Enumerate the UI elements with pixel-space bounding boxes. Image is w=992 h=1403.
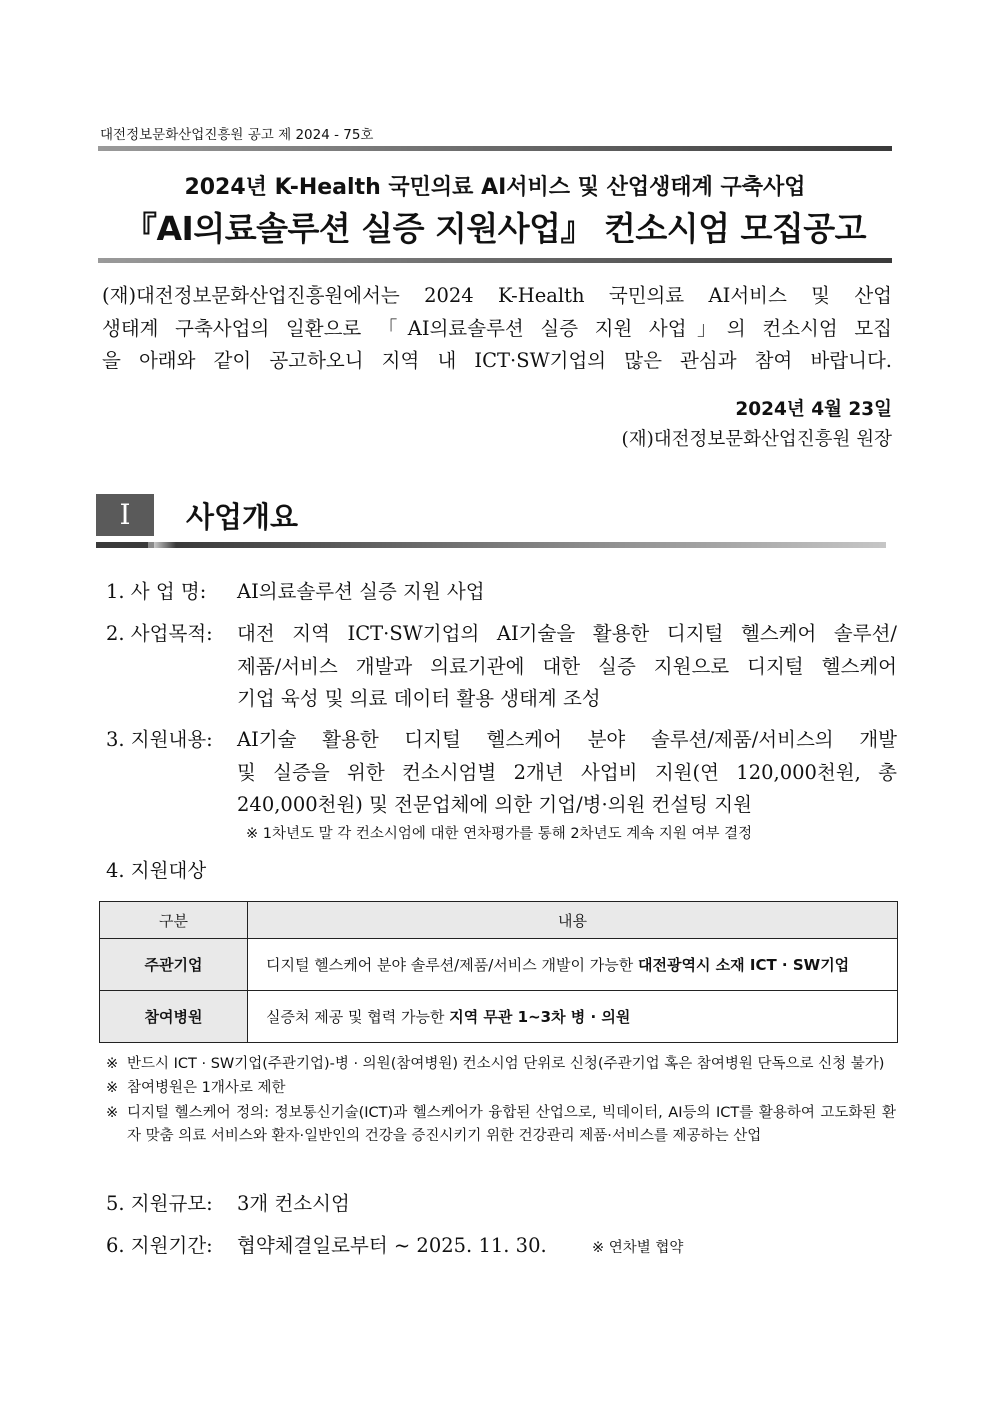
table-row-content (248, 939, 898, 991)
item-2-line-1: 대전 지역 ICT·SW기업의 AI기술을 활용한 디지털 헬스케어 솔루션/ (237, 622, 897, 645)
table-row-bold-text: 지역 무관 1~3차 병 · 의원 (449, 1008, 631, 1026)
table-row-bold-text: 대전광역시 소재 ICT · SW기업 (638, 956, 850, 974)
title-line-2: 『AI의료솔루션 실증 지원사업』 컨소시엄 모집공고 (124, 209, 866, 248)
section-title: 사업개요 (186, 500, 299, 534)
intro-line-2: 생태계 구축사업의 일환으로 「AI의료솔루션 실증 지원 사업」의 컨소시엄 모집 (102, 317, 892, 340)
item-3-line-3: 240,000천원) 및 전문업체에 의한 기업/병·의원 컨설팅 지원 (237, 793, 752, 816)
support-target-table (99, 901, 898, 1043)
item-5-text: 3개 컨소시엄 (237, 1192, 350, 1215)
section-number-box: I (96, 494, 154, 536)
footnote-mark: ※ (106, 1080, 119, 1096)
intro-line-3: 을 아래와 같이 공고하오니 지역 내 ICT·SW기업의 많은 관심과 참여 바랍니다. (102, 349, 892, 372)
item-4-label: 4. 지원대상 (106, 859, 207, 882)
item-6-note: ※ 연차별 협약 (592, 1240, 684, 1256)
table-row-text: 실증처 제공 및 협력 가능한 (266, 1008, 450, 1026)
footnote-text: 디지털 헬스케어 정의: 정보통신기술(ICT)과 헬스케어가 융합된 산업으로, 빅데이터, AI등의 ICT를 활용하여 고도화된 환자 맞춤 의료 서비스와 환자·일반인의 건강을 증진시키기 위한 건강관리 제품·서비스를 제공하는 산업 (127, 1105, 896, 1144)
table-row-text: 디지털 헬스케어 분야 솔루션/제품/서비스 개발이 가능한 (266, 956, 638, 974)
intro-line-1: (재)대전정보문화산업진흥원에서는 2024 K-Health 국민의료 AI서비스 및 산업 (102, 284, 892, 307)
section-rule (96, 542, 886, 548)
item-5-label: 5. 지원규모: (106, 1192, 213, 1215)
title-line-1: 2024년 K-Health 국민의료 AI서비스 및 산업생태계 구축사업 (184, 175, 806, 200)
table-row-content (248, 991, 898, 1043)
item-3-label: 3. 지원내용: (106, 728, 213, 751)
item-3-line-2: 및 실증을 위한 컨소시엄별 2개년 사업비 지원(연 120,000천원, 총 (237, 761, 897, 784)
header-top-rule (98, 146, 892, 151)
item-2-line-2: 제품/서비스 개발과 의료기관에 대한 실증 지원으로 디지털 헬스케어 (237, 655, 897, 678)
table-row-category: 참여병원 (100, 991, 248, 1043)
footnote-2 (106, 1077, 896, 1100)
item-2-line-3: 기업 육성 및 의료 데이터 활용 생태계 조성 (237, 687, 601, 710)
table-header-category: 구분 (100, 902, 248, 939)
item-3-line-1: AI기술 활용한 디지털 헬스케어 분야 솔루션/제품/서비스의 개발 (237, 728, 897, 751)
item-2-label: 2. 사업목적: (106, 622, 213, 645)
footnote-text: 반드시 ICT · SW기업(주관기업)-병 · 의원(참여병원) 컨소시엄 단위로 신청(주관기업 혹은 참여병원 단독으로 신청 불가) (127, 1056, 885, 1072)
footnote-1 (106, 1053, 896, 1076)
issuer: (재)대전정보문화산업진흥원 원장 (621, 429, 892, 450)
footnote-text: 참여병원은 1개사로 제한 (127, 1080, 286, 1096)
title-bottom-rule (98, 258, 892, 263)
item-3-note: ※ 1차년도 말 각 컨소시엄에 대한 연차평가를 통해 2차년도 계속 지원 여부 결정 (246, 826, 753, 842)
footnote-3 (106, 1102, 896, 1148)
table-row (100, 939, 898, 991)
notice-date: 2024년 4월 23일 (735, 399, 892, 420)
table-header-row (100, 902, 898, 939)
item-6-label: 6. 지원기간: (106, 1234, 213, 1257)
item-6-text: 협약체결일로부터 ~ 2025. 11. 30. (237, 1234, 547, 1257)
table-header-content: 내용 (248, 902, 898, 939)
table-row-category: 주관기업 (100, 939, 248, 991)
item-1-text: AI의료솔루션 실증 지원 사업 (237, 580, 485, 603)
table-row (100, 991, 898, 1043)
footnote-mark: ※ (106, 1056, 119, 1072)
footnote-mark: ※ (106, 1105, 119, 1121)
notice-number: 대전정보문화산업진흥원 공고 제 2024 - 75호 (100, 127, 374, 143)
item-1-label: 1. 사 업 명: (106, 580, 207, 603)
